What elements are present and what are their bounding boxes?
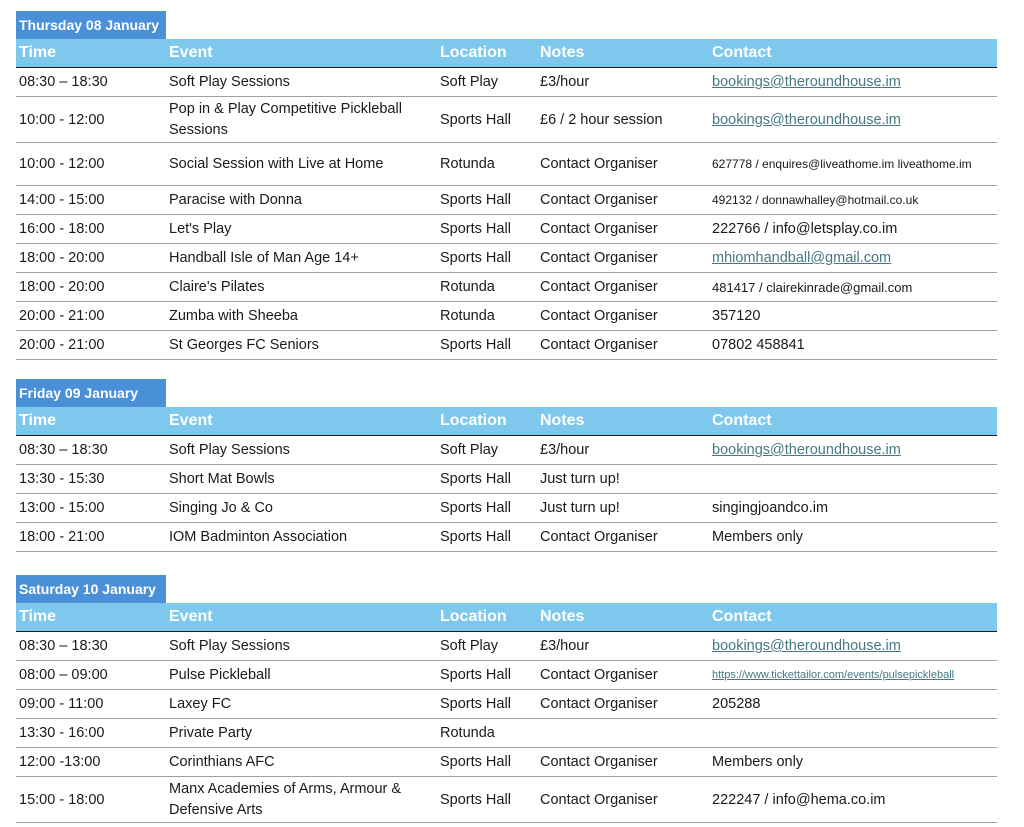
header-time: Time [19, 412, 57, 429]
table-row [16, 244, 997, 273]
cell-event: Soft Play Sessions [169, 73, 290, 90]
cell-time: 16:00 - 18:00 [19, 221, 105, 237]
cell-time: 18:00 - 20:00 [19, 250, 105, 266]
cell-time: 20:00 - 21:00 [19, 308, 105, 324]
cell-notes: Contact Organiser [540, 337, 658, 353]
cell-location: Rotunda [440, 156, 495, 172]
day-title: Friday 09 January [16, 379, 166, 407]
table-row [16, 302, 997, 331]
cell-contact: 07802 458841 [712, 337, 805, 353]
cell-event: Handball Isle of Man Age 14+ [169, 249, 359, 266]
cell-time: 13:30 - 16:00 [19, 725, 105, 741]
table-row [16, 97, 997, 143]
cell-notes: Just turn up! [540, 500, 620, 516]
header-location: Location [440, 412, 507, 429]
cell-location: Sports Hall [440, 221, 511, 237]
header-contact: Contact [712, 608, 772, 625]
header-time: Time [19, 44, 57, 61]
table-row [16, 186, 997, 215]
cell-event: Pop in & Play Competitive Pickleball Sessions [169, 100, 402, 138]
cell-location: Sports Hall [440, 192, 511, 208]
cell-notes: £6 / 2 hour session [540, 111, 663, 128]
contact-link[interactable]: bookings@theroundhouse.im [712, 74, 901, 90]
cell-location: Sports Hall [440, 791, 511, 808]
cell-location: Sports Hall [440, 500, 511, 516]
cell-location: Rotunda [440, 725, 495, 741]
table-row [16, 143, 997, 186]
cell-event: Claire's Pilates [169, 278, 265, 295]
cell-contact: Members only [712, 529, 804, 545]
cell-location: Sports Hall [440, 111, 511, 128]
cell-notes: Contact Organiser [540, 754, 658, 770]
cell-event: Paracise with Donna [169, 191, 302, 208]
cell-location: Rotunda [440, 279, 495, 295]
cell-notes: Contact Organiser [540, 156, 658, 172]
cell-time: 10:00 - 12:00 [19, 156, 105, 172]
cell-event: IOM Badminton Association [169, 528, 348, 545]
table-row [16, 777, 997, 823]
cell-notes: £3/hour [540, 74, 590, 90]
table-row [16, 436, 997, 465]
cell-event: Let's Play [169, 220, 232, 237]
contact-link[interactable]: bookings@theroundhouse.im [712, 111, 901, 128]
cell-contact: 222766 / info@letsplay.co.im [712, 221, 898, 237]
table-row [16, 331, 997, 360]
header-location: Location [440, 44, 507, 61]
cell-time: 13:00 - 15:00 [19, 500, 105, 516]
cell-notes: Contact Organiser [540, 696, 658, 712]
cell-notes: Contact Organiser [540, 250, 658, 266]
cell-notes: Contact Organiser [540, 221, 658, 237]
contact-link[interactable]: bookings@theroundhouse.im [712, 638, 901, 654]
cell-event: Short Mat Bowls [169, 470, 275, 487]
cell-time: 08:30 – 18:30 [19, 442, 108, 458]
header-location: Location [440, 608, 507, 625]
cell-time: 10:00 - 12:00 [19, 111, 105, 128]
cell-time: 08:30 – 18:30 [19, 74, 108, 90]
cell-event: Private Party [169, 724, 252, 741]
cell-notes: £3/hour [540, 638, 590, 654]
cell-location: Sports Hall [440, 337, 511, 353]
cell-notes: £3/hour [540, 442, 590, 458]
header-contact: Contact [712, 412, 772, 429]
cell-time: 18:00 - 21:00 [19, 529, 105, 545]
cell-notes: Contact Organiser [540, 529, 658, 545]
day-title: Saturday 10 January [16, 575, 166, 603]
cell-notes: Just turn up! [540, 471, 620, 487]
cell-event: Pulse Pickleball [169, 666, 271, 683]
contact-link[interactable]: mhiomhandball@gmail.com [712, 250, 892, 266]
contact-link[interactable]: bookings@theroundhouse.im [712, 442, 901, 458]
table-header [16, 407, 997, 436]
table-row [16, 273, 997, 302]
saturday-section [16, 575, 997, 823]
table-row [16, 523, 997, 552]
cell-event: Singing Jo & Co [169, 499, 273, 516]
cell-event: Soft Play Sessions [169, 441, 290, 458]
table-row [16, 690, 997, 719]
cell-contact: 357120 [712, 308, 761, 324]
cell-contact: 492132 / donnawhalley@hotmail.co.uk [712, 193, 919, 207]
cell-notes: Contact Organiser [540, 308, 658, 324]
cell-time: 14:00 - 15:00 [19, 192, 105, 208]
cell-location: Sports Hall [440, 667, 511, 683]
header-time: Time [19, 608, 57, 625]
cell-location: Soft Play [440, 74, 499, 90]
cell-event: Social Session with Live at Home [169, 155, 384, 172]
cell-time: 08:00 – 09:00 [19, 667, 108, 683]
header-contact: Contact [712, 44, 772, 61]
thursday-section [16, 11, 997, 360]
table-row [16, 68, 997, 97]
cell-location: Sports Hall [440, 250, 511, 266]
cell-time: 18:00 - 20:00 [19, 279, 105, 295]
cell-event: St Georges FC Seniors [169, 336, 319, 353]
table-header [16, 603, 997, 632]
cell-contact: 205288 [712, 696, 761, 712]
cell-time: 12:00 -13:00 [19, 754, 101, 770]
cell-time: 13:30 - 15:30 [19, 471, 105, 487]
cell-event: Manx Academies of Arms, Armour & Defensive Arts [169, 780, 402, 818]
cell-location: Rotunda [440, 308, 495, 324]
header-notes: Notes [540, 412, 585, 429]
cell-contact: Members only [712, 754, 804, 770]
contact-link[interactable]: https://www.tickettailor.com/events/pulsepickleball [712, 669, 955, 681]
cell-location: Sports Hall [440, 471, 511, 487]
cell-notes: Contact Organiser [540, 279, 658, 295]
friday-section [16, 379, 997, 552]
cell-event: Laxey FC [169, 695, 232, 712]
cell-time: 09:00 - 11:00 [19, 696, 104, 712]
table-row [16, 719, 997, 748]
table-row [16, 748, 997, 777]
header-event: Event [169, 412, 213, 429]
header-notes: Notes [540, 44, 585, 61]
table-row [16, 215, 997, 244]
cell-notes: Contact Organiser [540, 667, 658, 683]
cell-contact: singingjoandco.im [712, 500, 829, 516]
table-header [16, 39, 997, 68]
cell-location: Soft Play [440, 638, 499, 654]
day-title: Thursday 08 January [16, 11, 166, 39]
cell-location: Sports Hall [440, 754, 511, 770]
cell-location: Sports Hall [440, 696, 511, 712]
header-event: Event [169, 44, 213, 61]
cell-notes: Contact Organiser [540, 791, 658, 808]
cell-time: 20:00 - 21:00 [19, 337, 105, 353]
table-row [16, 632, 997, 661]
header-notes: Notes [540, 608, 585, 625]
cell-location: Soft Play [440, 442, 499, 458]
table-row [16, 661, 997, 690]
cell-event: Soft Play Sessions [169, 637, 290, 654]
table-row [16, 494, 997, 523]
cell-contact: 481417 / clairekinrade@gmail.com [712, 279, 913, 295]
header-event: Event [169, 608, 213, 625]
cell-event: Zumba with Sheeba [169, 307, 298, 324]
cell-notes: Contact Organiser [540, 192, 658, 208]
table-row [16, 465, 997, 494]
cell-location: Sports Hall [440, 529, 511, 545]
cell-time: 15:00 - 18:00 [19, 791, 105, 808]
cell-contact: 627778 / enquires@liveathome.im liveathome.im [712, 157, 972, 171]
cell-time: 08:30 – 18:30 [19, 638, 108, 654]
cell-event: Corinthians AFC [169, 753, 275, 770]
cell-contact: 222247 / info@hema.co.im [712, 791, 886, 808]
